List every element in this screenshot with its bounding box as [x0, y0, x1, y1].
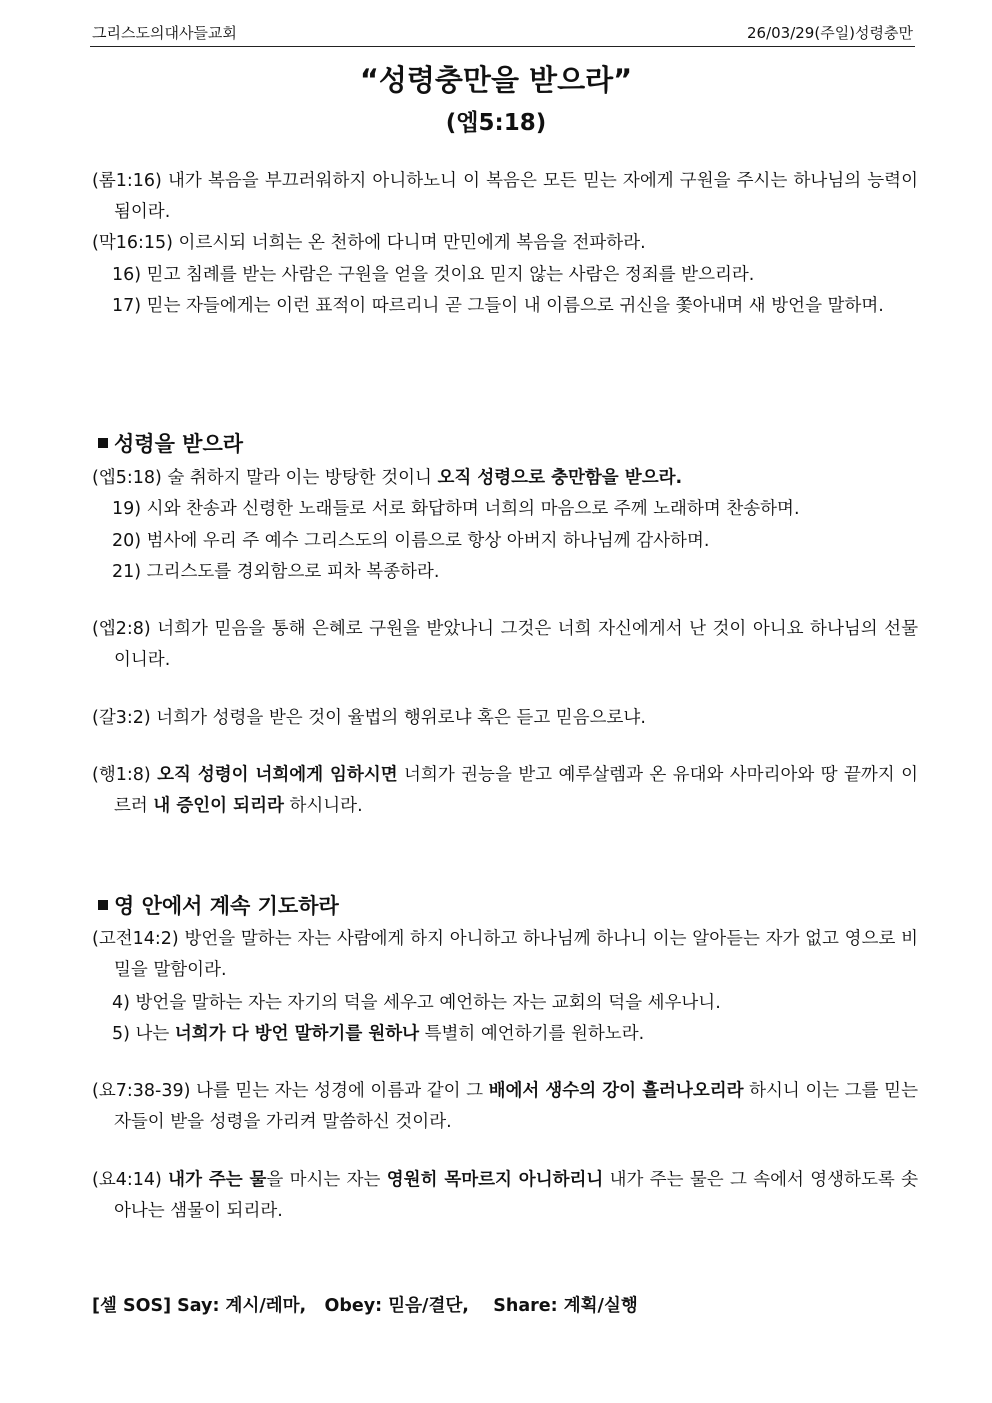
verse-eph-5-20: 20) 범사에 우리 주 예수 그리스도의 이름으로 항상 아버지 하나님께 감사하며. [112, 531, 710, 551]
verse-mark-16-16: 16) 믿고 침례를 받는 사람은 구원을 얻을 것이요 믿지 않는 사람은 정죄를 받으리라. [112, 265, 755, 285]
section-heading-receive-spirit: 성령을 받으라 [98, 428, 243, 458]
verse-1cor-14-2: (고전14:2) 방언을 말하는 자는 사람에게 하지 아니하고 하나님께 하나니 이는 알아듣는 자가 없고 영으로 비밀을 말함이라. [92, 929, 918, 980]
church-name: 그리스도의대사들교회 [92, 24, 237, 42]
verse-mark-16-15: (막16:15) 이르시되 너희는 온 천하에 다니며 만민에게 복음을 전파하라. [92, 233, 646, 253]
verse-eph-5-18: (엡5:18) 술 취하지 말라 이는 방탕한 것이니 오직 성령으로 충만함을 받으라. [92, 468, 683, 488]
verse-gal-3-2: (갈3:2) 너희가 성령을 받은 것이 율법의 행위로냐 혹은 듣고 믿음으로냐. [92, 708, 646, 728]
verse-acts-1-8: (행1:8) 오직 성령이 너희에게 임하시면 너희가 권능을 받고 예루살렘과 온 유대와 사마리아와 땅 끝까지 이르러 내 증인이 되리라 하시니라. [92, 765, 918, 816]
page-header [90, 20, 915, 47]
verse-eph-5-19: 19) 시와 찬송과 신령한 노래들로 서로 화답하며 너희의 마음으로 주께 노래하며 찬송하며. [112, 499, 800, 519]
bullet-square-icon [98, 438, 108, 448]
verse-1cor-14-4: 4) 방언을 말하는 자는 자기의 덕을 세우고 예언하는 자는 교회의 덕을 세우나니. [112, 993, 721, 1013]
verse-john-7-38: (요7:38-39) 나를 믿는 자는 성경에 이름과 같이 그 배에서 생수의 강이 흘러나오리라 하시니 이는 그를 믿는 자들이 받을 성령을 가리켜 말씀하신 것이라. [92, 1081, 918, 1132]
sermon-title: “성령충만을 받으라” [359, 63, 633, 97]
sermon-reference: (엡5:18) [445, 110, 547, 136]
verse-mark-16-17: 17) 믿는 자들에게는 이런 표적이 따르리니 곧 그들이 내 이름으로 귀신을 쫓아내며 새 방언을 말하며. [112, 296, 884, 316]
verse-1cor-14-5: 5) 나는 너희가 다 방언 말하기를 원하나 특별히 예언하기를 원하노라. [112, 1024, 645, 1044]
bullet-square-icon [98, 900, 108, 910]
verse-john-4-14: (요4:14) 내가 주는 물을 마시는 자는 영원히 목마르지 아니하리니 내가 주는 물은 그 속에서 영생하도록 솟아나는 샘물이 되리라. [92, 1170, 918, 1221]
verse-eph-2-8: (엡2:8) 너희가 믿음을 통해 은혜로 구원을 받았나니 그것은 너희 자신에게서 난 것이 아니요 하나님의 선물이니라. [92, 619, 918, 670]
cell-sos-footer: [셀 SOS] Say: 계시/레마, Obey: 믿음/결단, Share: 계획/실행 [92, 1296, 638, 1316]
verse-rom-1-16: (롬1:16) 내가 복음을 부끄러워하지 아니하노니 이 복음은 모든 믿는 자에게 구원을 주시는 하나님의 능력이 됨이라. [92, 171, 918, 222]
verse-eph-5-21: 21) 그리스도를 경외함으로 피차 복종하라. [112, 562, 440, 582]
section-heading-pray-in-spirit: 영 안에서 계속 기도하라 [98, 890, 339, 920]
sermon-date: 26/03/29(주일)성령충만 [746, 24, 913, 42]
